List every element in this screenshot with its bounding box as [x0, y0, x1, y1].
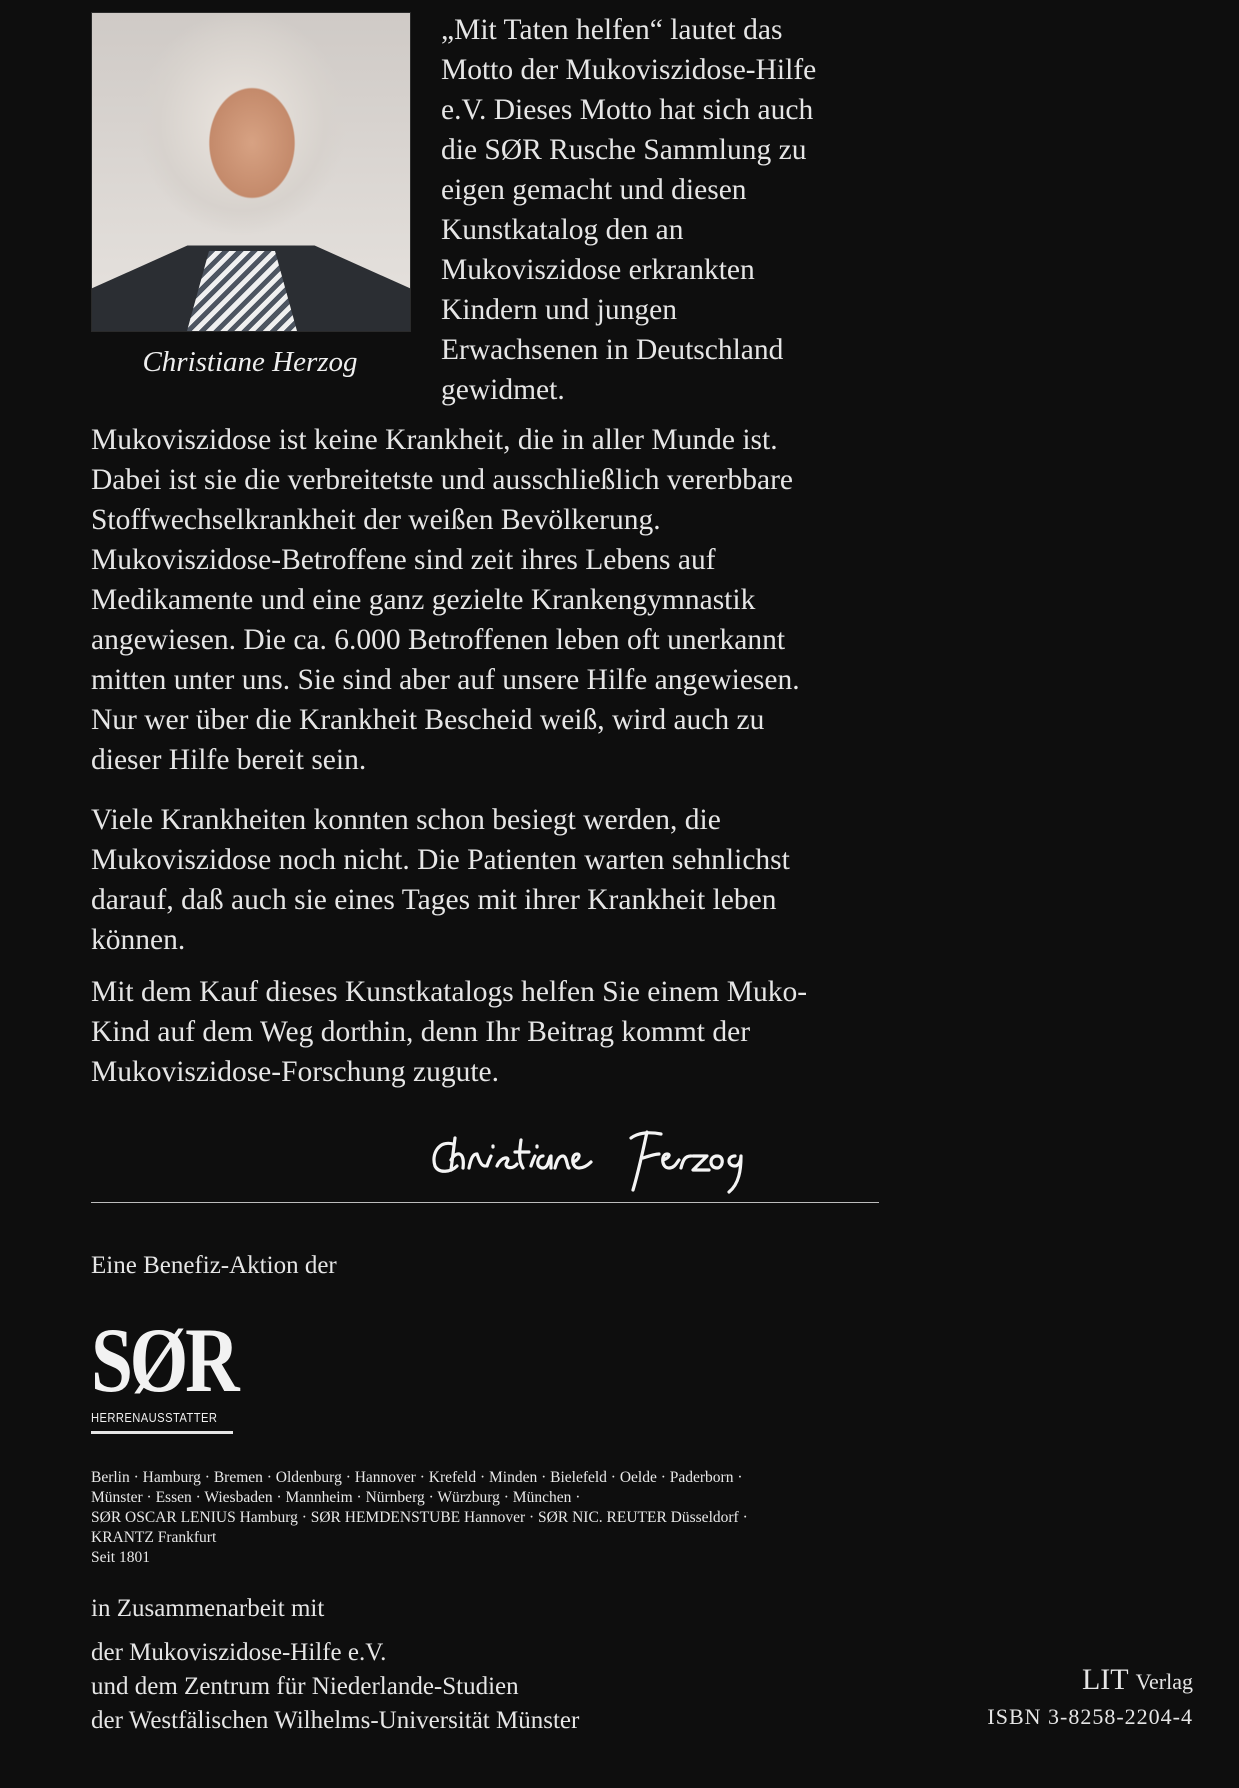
intro-line: Kindern und jungen — [441, 294, 677, 326]
collab-label: in Zusammenarbeit mit — [91, 1595, 325, 1622]
paragraph-2 — [91, 800, 891, 960]
text-line: Mit dem Kauf dieses Kunstkatalogs helfen Sie einem Muko- — [91, 976, 808, 1008]
text-line: Kind auf dem Weg dorthin, denn Ihr Beitrag kommt der — [91, 1016, 751, 1048]
paragraph-1 — [91, 420, 891, 780]
text-line: Medikamente und eine ganz gezielte Krankengymnastik — [91, 584, 756, 616]
text-line: mitten unter uns. Sie sind aber auf unsere Hilfe angewiesen. — [91, 664, 800, 696]
store-locations — [91, 1468, 891, 1568]
intro-line: Kunstkatalog den an — [441, 214, 684, 246]
intro-line: e.V. Dieses Motto hat sich auch — [441, 94, 814, 126]
cities-line: Seit 1801 — [91, 1549, 150, 1566]
intro-line: Mukoviszidose erkrankten — [441, 254, 755, 286]
text-line: Stoffwechselkrankheit der weißen Bevölkerung. — [91, 504, 661, 536]
benefiz-label: Eine Benefiz-Aktion der — [91, 1252, 337, 1279]
intro-line: die SØR Rusche Sammlung zu — [441, 134, 807, 166]
partner-line: der Westfälischen Wilhelms-Universität Münster — [91, 1707, 580, 1734]
text-line: darauf, daß auch sie eines Tages mit ihrer Krankheit leben — [91, 884, 777, 916]
logo-underline — [91, 1431, 233, 1434]
intro-line: gewidmet. — [441, 374, 565, 406]
text-line: Nur wer über die Krankheit Bescheid weiß, wird auch zu — [91, 704, 765, 736]
text-line: angewiesen. Die ca. 6.000 Betroffenen leben oft unerkannt — [91, 624, 786, 656]
text-line: Mukoviszidose-Forschung zugute. — [91, 1056, 500, 1088]
cities-line: Berlin · Hamburg · Bremen · Oldenburg · Hannover · Krefeld · Minden · Bielefeld · Oelde · Paderborn · — [91, 1469, 743, 1486]
text-line: können. — [91, 924, 186, 956]
publisher-name — [987, 1662, 1193, 1700]
intro-text — [441, 10, 861, 410]
logo-brand: SØR — [91, 1309, 237, 1411]
portrait-caption: Christiane Herzog — [142, 346, 358, 378]
cities-line: KRANTZ Frankfurt — [91, 1529, 217, 1546]
portrait-photo — [91, 12, 411, 332]
text-line: Mukoviszidose noch nicht. Die Patienten warten sehnlichst — [91, 844, 790, 876]
text-line: dieser Hilfe bereit sein. — [91, 744, 367, 776]
intro-line: Motto der Mukoviszidose-Hilfe — [441, 54, 817, 86]
text-line: Mukoviszidose-Betroffene sind zeit ihres Lebens auf — [91, 544, 716, 576]
sor-logo — [91, 1309, 241, 1434]
cities-line: Münster · Essen · Wiesbaden · Mannheim · Nürnberg · Würzburg · München · — [91, 1489, 581, 1506]
partner-line: der Mukoviszidose-Hilfe e.V. — [91, 1639, 387, 1666]
publisher-block — [987, 1662, 1193, 1734]
handwritten-signature — [425, 1110, 785, 1200]
text-line: Viele Krankheiten konnten schon besiegt werden, die — [91, 804, 721, 836]
partner-line: und dem Zentrum für Niederlande-Studien — [91, 1673, 519, 1700]
publisher-lit: LIT — [1081, 1663, 1129, 1696]
intro-line: eigen gemacht und diesen — [441, 174, 747, 206]
text-line: Dabei ist sie die verbreitetste und ausschließlich vererbbare — [91, 464, 793, 496]
isbn: ISBN 3-8258-2204-4 — [987, 1704, 1193, 1729]
intro-line: Erwachsenen in Deutschland — [441, 334, 784, 366]
cities-line: SØR OSCAR LENIUS Hamburg · SØR HEMDENSTUBE Hannover · SØR NIC. REUTER Düsseldorf · — [91, 1509, 748, 1526]
paragraph-3 — [91, 972, 891, 1092]
partners-list — [91, 1636, 579, 1738]
logo-tagline: HERRENAUSSTATTER — [91, 1410, 218, 1425]
intro-line: „Mit Taten helfen“ lautet das — [441, 14, 783, 46]
divider-line — [91, 1202, 879, 1203]
text-line: Mukoviszidose ist keine Krankheit, die in aller Munde ist. — [91, 424, 778, 456]
publisher-verlag: Verlag — [1135, 1669, 1193, 1694]
